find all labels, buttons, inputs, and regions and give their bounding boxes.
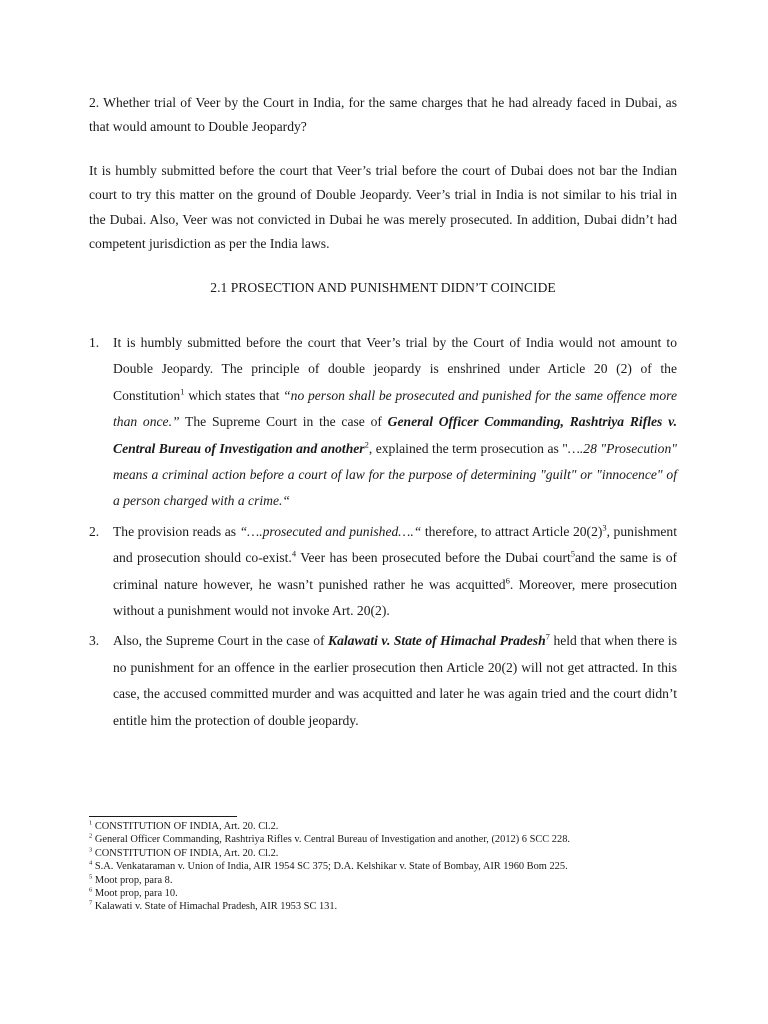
footnote-ref: 6: [505, 575, 510, 586]
list-item: [89, 330, 677, 515]
item-quote: ….28 "Prosecution" means a criminal action before a court of law for the purpose of determining "guilt" or "innocence" of a person charged with a crime.“: [113, 440, 677, 509]
item-quote: “….prosecuted and punished….“: [239, 523, 422, 539]
item-text: It is humbly submitted before the court that Veer’s trial by the Court of India would not amount to Double Jeopardy. The principle of double jeopardy is enshrined under Article 20 (2) of the Constitution: [113, 335, 677, 403]
footnote-text: S.A. Venkataraman v. Union of India, AIR 1954 SC 375; D.A. Kelshikar v. State of Bombay, AIR 1960 Bom 225.: [92, 861, 568, 873]
footnote-number: 4: [89, 859, 93, 867]
case-name: General Officer Commanding, Rashtriya Rifles v. Central Bureau of Investigation and another: [113, 414, 678, 456]
footnote-ref: 7: [545, 631, 550, 642]
footnote-number: 6: [89, 886, 93, 894]
item-text: and the same is of criminal nature however, he wasn’t punished rather he was acquitted: [113, 550, 678, 592]
footnote-ref: 4: [291, 548, 297, 559]
case-name: Kalawati v. State of Himachal Pradesh: [328, 633, 546, 649]
item-text: Veer has been prosecuted before the Dubai court: [296, 550, 571, 566]
list-number: 1.: [89, 335, 100, 350]
argument-list: [89, 330, 677, 738]
footnote: [89, 887, 689, 900]
footnote: [89, 900, 689, 913]
item-text: which states that: [184, 387, 284, 403]
item-quote: “no person shall be prosecuted and punished for the same offence more than once.”: [113, 387, 677, 430]
list-item: [89, 519, 677, 625]
item-text: , explained the term prosecution as ": [368, 440, 568, 456]
footnote: [89, 833, 689, 846]
footnote-number: 2: [89, 832, 93, 840]
footnote-number: 7: [89, 899, 93, 907]
footnote-text: CONSTITUTION OF INDIA, Art. 20. Cl.2.: [92, 847, 279, 859]
issue-question: 2. Whether trial of Veer by the Court in India, for the same charges that he had already faced in Dubai, as that would amount to Double Jeopardy?: [89, 95, 677, 135]
item-text: held that when there is no punishment for an offence in the earlier prosecution then Article 20(2) will not get attracted. In this case, the accused committed murder and was acquitted and later he was again tried and the court didn’t entitle him the protection of double jeopardy.: [113, 633, 677, 728]
item-text: , punishment and prosecution should co-exist.: [113, 523, 677, 566]
footnote-text: CONSTITUTION OF INDIA, Art. 20. Cl.2.: [92, 821, 279, 832]
footnote-separator: [89, 816, 237, 817]
footnote-number: 5: [89, 873, 93, 881]
section-heading: 2.1 PROSECTION AND PUNISHMENT DIDN’T COINCIDE: [210, 280, 556, 295]
footnote-text: Moot prop, para 8.: [92, 874, 173, 886]
footnote-text: General Officer Commanding, Rashtriya Rifles v. Central Bureau of Investigation and another, (2012) 6 SCC 228.: [92, 834, 570, 846]
intro-paragraph: It is humbly submitted before the court that Veer’s trial before the court of Dubai does not bar the Indian court to try this matter on the ground of Double Jeopardy. Veer’s trial in India is not similar to his trial in the Dubai. Also, Veer was not convicted in Dubai he was merely prosecuted. In addition, Dubai didn’t had competent jurisdiction as per the India laws.: [89, 163, 677, 252]
footnote-ref: 2: [364, 439, 369, 450]
item-text: The provision reads as: [113, 523, 240, 539]
footnote: [89, 847, 689, 860]
footnote-ref: 5: [570, 548, 576, 559]
item-text: The Supreme Court in the case of: [179, 414, 388, 430]
list-number: 3.: [89, 633, 100, 649]
footnote-ref: 3: [602, 522, 607, 533]
footnote-text: Kalawati v. State of Himachal Pradesh, AIR 1953 SC 131.: [92, 901, 338, 913]
list-item: [89, 628, 677, 734]
item-text: therefore, to attract Article 20(2): [421, 523, 603, 539]
footnotes: [89, 820, 689, 914]
footnote-number: 3: [89, 846, 93, 854]
footnote-ref: 1: [180, 386, 185, 397]
item-text: . Moreover, mere prosecution without a punishment would not invoke Art. 20(2).: [113, 576, 677, 619]
footnote: [89, 820, 689, 833]
item-text: Also, the Supreme Court in the case of: [113, 633, 329, 649]
footnote: [89, 874, 689, 887]
footnote: [89, 860, 689, 873]
footnote-number: 1: [89, 819, 93, 827]
footnote-text: Moot prop, para 10.: [92, 888, 178, 900]
list-number: 2.: [89, 523, 100, 539]
